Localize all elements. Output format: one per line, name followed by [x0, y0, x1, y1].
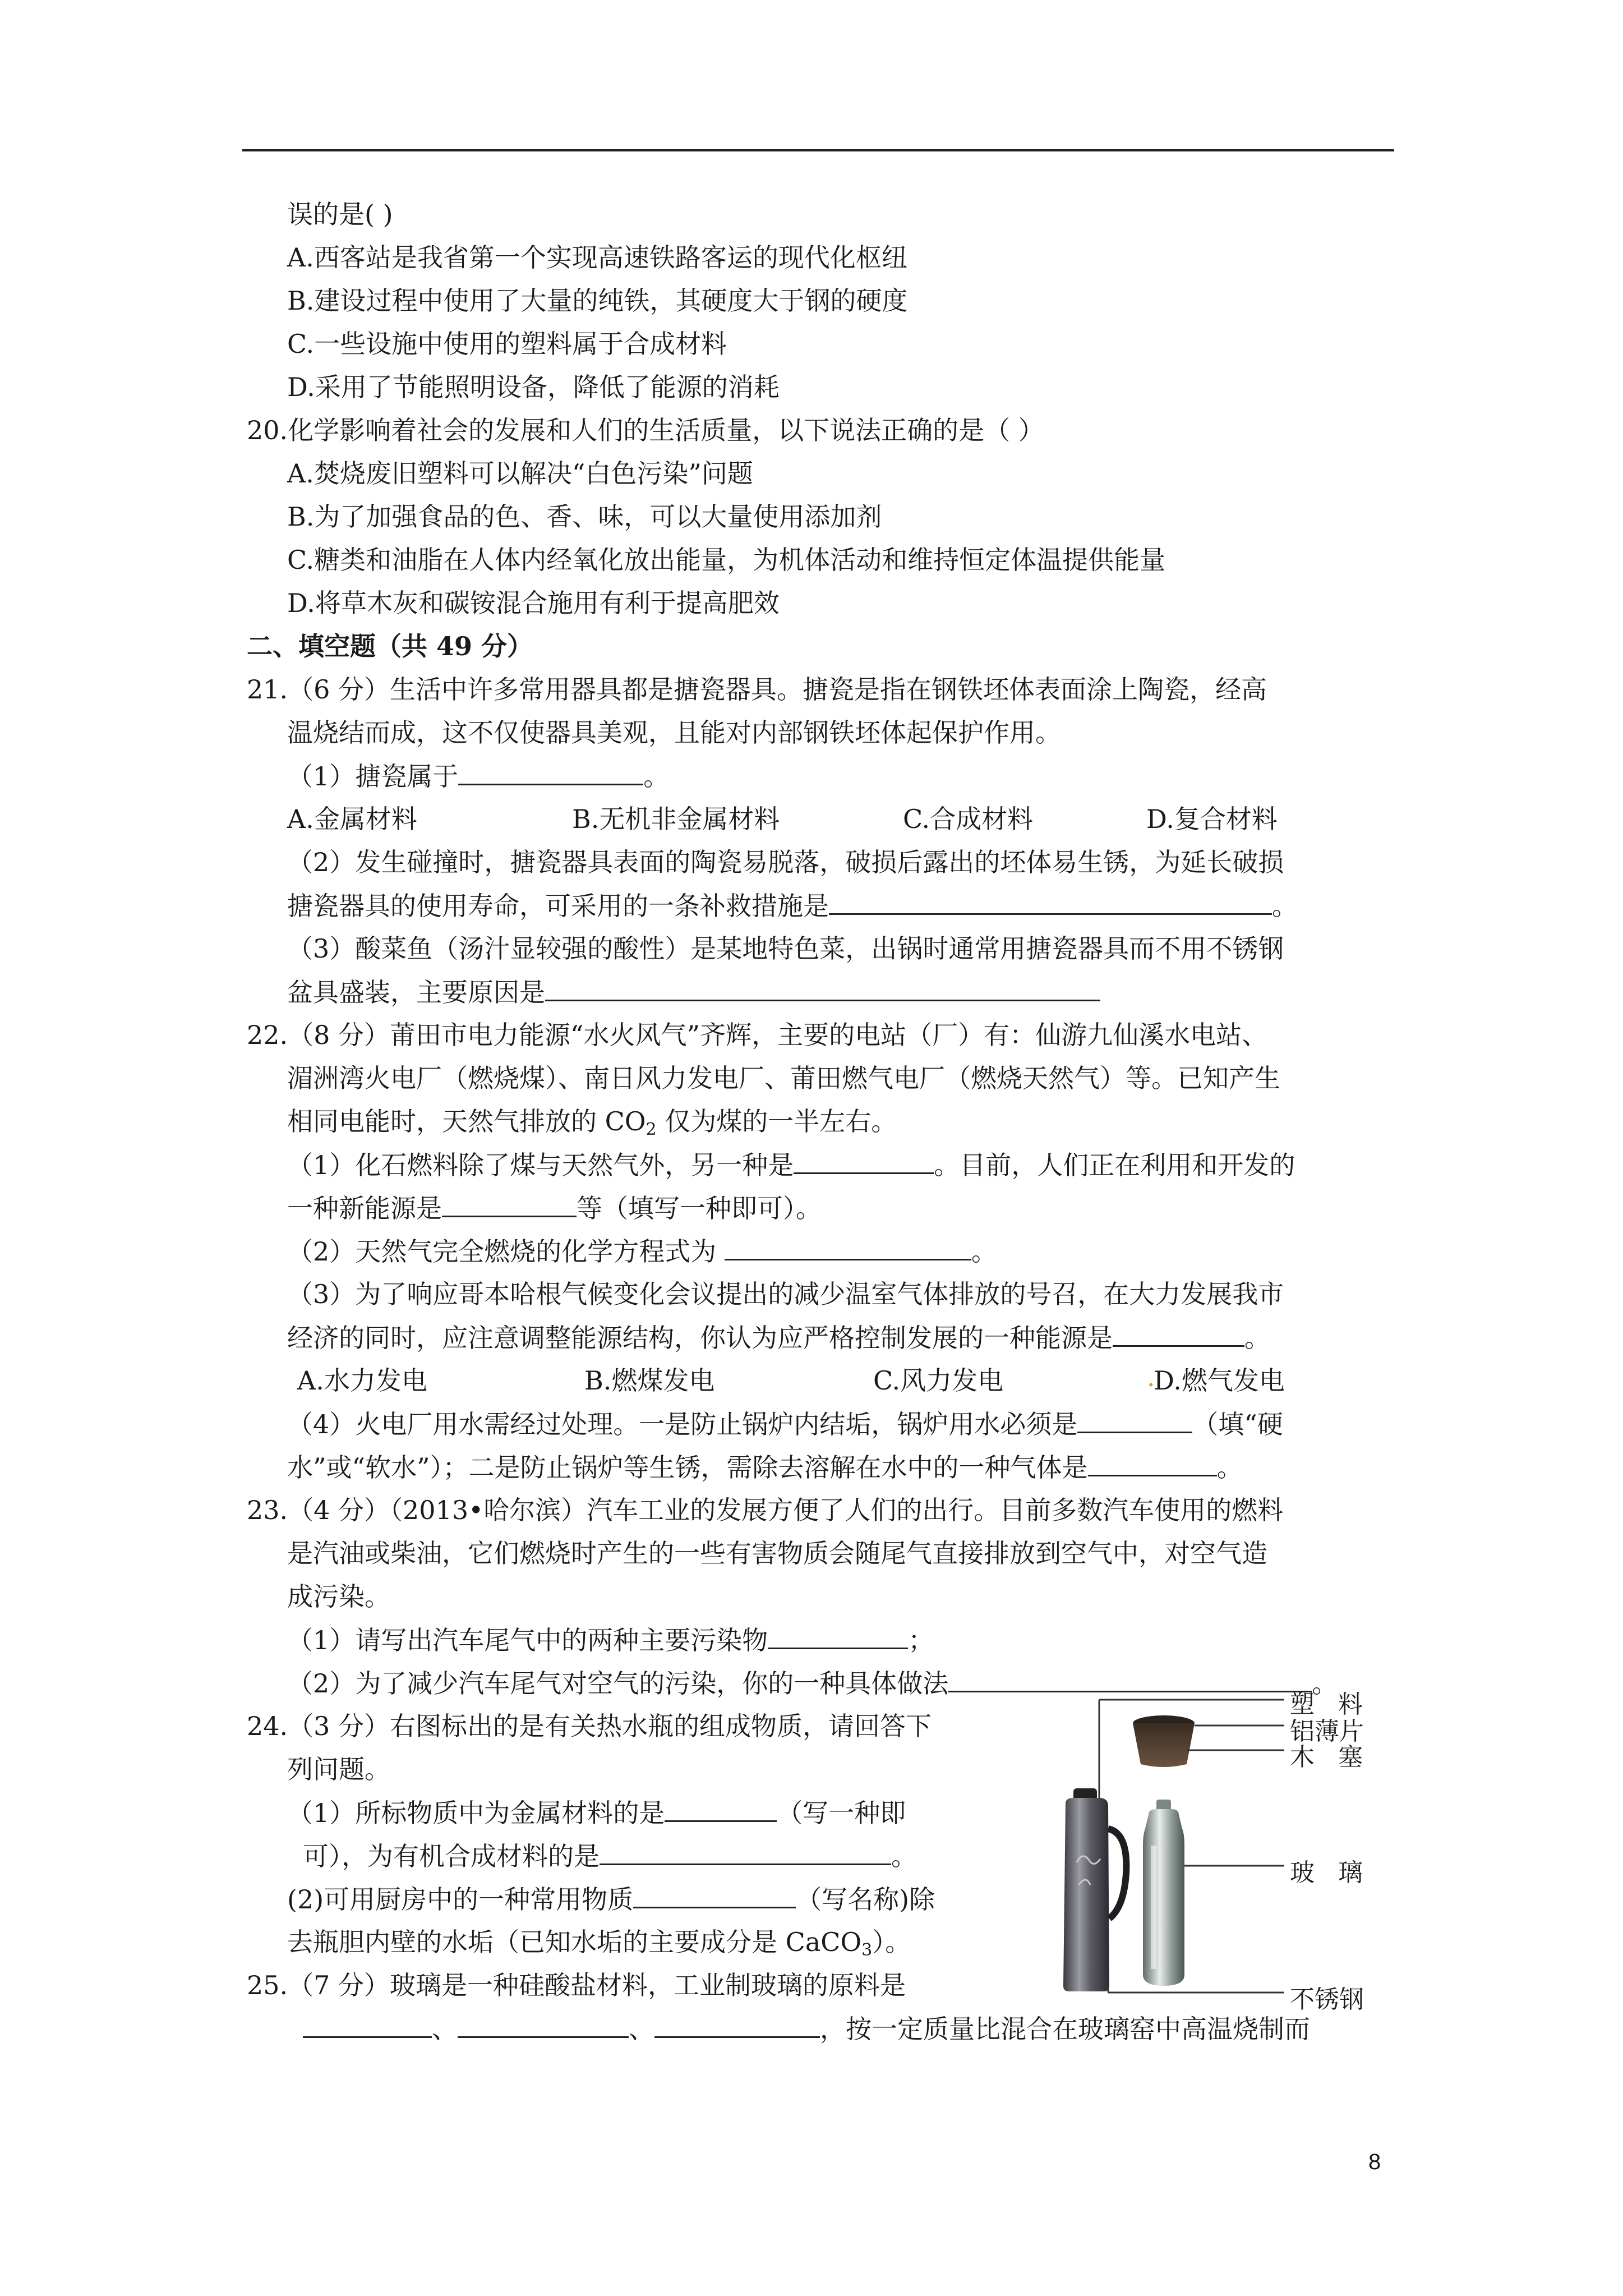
q21-options	[287, 802, 1278, 836]
q22-stem-cont: 湄洲湾火电厂（燃烧煤）、南日风力发电厂、莆田燃气电厂（燃烧天然气）等。已知产生	[287, 1063, 1280, 1093]
q21-part2: （2）发生碰撞时，搪瓷器具表面的陶瓷易脱落，破损后露出的坯体易生锈，为延长破损	[287, 847, 1284, 877]
q22-part2-end: 。	[971, 1236, 997, 1267]
q23-stem: 23.（4 分）（2013•哈尔滨）汽车工业的发展方便了人们的出行。目前多数汽车使用的燃料	[247, 1495, 1284, 1525]
q22-option-b: B.燃煤发电	[584, 1365, 715, 1396]
q24-part2-text2: （写名称)除	[796, 1884, 935, 1915]
q23-stem-cont: 是汽油或柴油，它们燃烧时产生的一些有害物质会随尾气直接排放到空气中，对空气造	[287, 1538, 1267, 1568]
q22-part3-cont	[287, 1320, 1270, 1354]
thermos-bottle-icon	[1063, 1788, 1126, 1991]
section-2-heading: 二、填空题（共 49 分）	[247, 631, 533, 661]
thermos-figure	[1054, 1690, 1402, 2014]
header-rule	[242, 149, 1394, 151]
figure-label-cork: 木 塞	[1290, 1743, 1371, 1772]
q20-stem: 20.化学影响着社会的发展和人们的生活质量，以下说法正确的是（ ）	[247, 415, 1044, 445]
q22-part1-cont	[287, 1191, 822, 1225]
q22-part1-blank1[interactable]	[794, 1148, 934, 1174]
q22-part4-text3: 水”或“软水”）；二是防止锅炉等生锈，需除去溶解在水中的一种气体是	[287, 1452, 1088, 1483]
q22-option-c: C.风力发电	[873, 1365, 1004, 1396]
q22-part3-end: 。	[1244, 1323, 1270, 1353]
q21-part3-blank[interactable]	[545, 975, 1100, 1001]
q25-stem: 25.（7 分）玻璃是一种硅酸盐材料，工业制玻璃的原料是	[247, 1970, 906, 2000]
q24-part2	[287, 1882, 935, 1916]
q21-part1-text: （1）搪瓷属于	[287, 761, 459, 792]
q20-option-b: B.为了加强食品的色、香、味，可以大量使用添加剂	[287, 501, 882, 532]
q24-part1-text3: 可），为有机合成材料的是	[303, 1841, 600, 1871]
q25-blank3[interactable]	[654, 2012, 820, 2038]
q21-part1-end: 。	[643, 761, 670, 792]
q24-part2-text3: 去瓶胆内壁的水垢（已知水垢的主要成分是 CaCO	[287, 1927, 862, 1957]
q21-part1-blank[interactable]	[458, 759, 643, 785]
q23-part1-blank[interactable]	[768, 1623, 908, 1649]
q22-part1-text: （1）化石燃料除了煤与天然气外，另一种是	[287, 1150, 794, 1180]
q25-sep2: 、	[629, 2014, 654, 2044]
q22-option-d: D.燃气发电	[1154, 1365, 1285, 1396]
q21-part3-text: 盆具盛装，主要原因是	[287, 977, 545, 1007]
q21-part1	[287, 759, 669, 793]
figure-label-aluminum-foil: 铝薄片	[1290, 1717, 1364, 1746]
q24-part2-blank[interactable]	[633, 1882, 796, 1908]
q22-part3-blank[interactable]	[1113, 1320, 1244, 1347]
q21-part2-end: 。	[1272, 891, 1298, 921]
q20-option-d: D.将草木灰和碳铵混合施用有利于提高肥效	[287, 588, 780, 618]
q22-part3-text: 经济的同时，应注意调整能源结构，你认为应严格控制发展的一种能源是	[287, 1323, 1113, 1353]
q22-co2-sub: 2	[645, 1120, 657, 1139]
q24-stem-cont: 列问题。	[287, 1754, 390, 1784]
q19-option-d: D.采用了节能照明设备，降低了能源的消耗	[287, 372, 780, 402]
q22-part4-text: （4）火电厂用水需经过处理。一是防止锅炉内结垢，锅炉用水必须是	[287, 1409, 1078, 1439]
q22-part2-text: （2）天然气完全燃烧的化学方程式为	[287, 1236, 725, 1267]
figure-label-glass: 玻 璃	[1290, 1858, 1371, 1887]
q25-sep1: 、	[432, 2014, 458, 2044]
figure-label-plastic: 塑 料	[1290, 1690, 1371, 1719]
q21-stem-cont: 温烧结而成，这不仅使器具美观，且能对内部钢铁坯体起保护作用。	[287, 717, 1061, 748]
page-number: 8	[1368, 2150, 1381, 2174]
q22-part4-cont	[287, 1450, 1243, 1484]
q24-part2-end: ）。	[872, 1927, 911, 1957]
q22-co2-pre: 相同电能时，天然气排放的 CO	[287, 1106, 646, 1137]
q22-part4-end: 。	[1216, 1452, 1243, 1483]
q23-part2-text: （2）为了减少汽车尾气对空气的污染，你的一种具体做法	[287, 1668, 949, 1699]
q22-part1-text2: 。目前，人们正在利用和开发的	[934, 1150, 1295, 1180]
figure-label-stainless-steel: 不锈钢	[1290, 1985, 1364, 2014]
q24-part2-text: (2)可用厨房中的一种常用物质	[287, 1884, 634, 1915]
q24-caco3-sub: 3	[861, 1940, 873, 1960]
q22-part4	[287, 1407, 1283, 1441]
q20-option-a: A.焚烧废旧塑料可以解决“白色污染”问题	[287, 458, 753, 489]
q22-stem: 22.（8 分）莆田市电力能源“水火风气”齐辉，主要的电站（厂）有：仙游九仙溪水电站、	[247, 1020, 1268, 1050]
q25-blank1[interactable]	[303, 2012, 432, 2038]
q24-stem: 24.（3 分）右图标出的是有关热水瓶的组成物质，请回答下	[247, 1711, 932, 1741]
q22-part4-blank2[interactable]	[1088, 1450, 1217, 1476]
q21-stem: 21.（6 分）生活中许多常用器具都是搪瓷器具。搪瓷是指在钢铁坯体表面涂上陶瓷，经高	[247, 674, 1267, 705]
q22-part1-blank2[interactable]	[442, 1191, 577, 1217]
q22-stem-cont2	[287, 1105, 897, 1138]
q22-part2	[287, 1234, 997, 1268]
q24-part1-end: 。	[891, 1841, 917, 1871]
q24-part1-text: （1）所标物质中为金属材料的是	[287, 1798, 665, 1828]
q21-option-d: D.复合材料	[1146, 804, 1278, 834]
glass-liner-icon	[1143, 1800, 1184, 1986]
q25-stem-cont	[303, 2012, 1310, 2045]
q19-option-a: A.西客站是我省第一个实现高速铁路客运的现代化枢纽	[287, 242, 907, 273]
q24-part1-blank1[interactable]	[665, 1796, 777, 1822]
q22-part1	[287, 1148, 1295, 1181]
q23-part1-end: ；	[908, 1625, 934, 1655]
q24-part1-text2: （写一种即	[777, 1798, 906, 1828]
q21-option-b: B.无机非金属材料	[572, 804, 780, 834]
q21-option-c: C.合成材料	[903, 804, 1034, 834]
stray-dot-mark: .	[1147, 1362, 1155, 1392]
q23-part1-text: （1）请写出汽车尾气中的两种主要污染物	[287, 1625, 768, 1655]
cork-stopper-icon	[1133, 1715, 1195, 1767]
q22-part4-text2: （填“硬	[1192, 1409, 1283, 1439]
q24-part1-blank2[interactable]	[600, 1839, 891, 1865]
q25-blank2[interactable]	[458, 2012, 629, 2038]
q19-option-c: C.一些设施中使用的塑料属于合成材料	[287, 329, 727, 359]
q21-part2-text: 搪瓷器具的使用寿命，可采用的一条补救措施是	[287, 891, 829, 921]
q24-part1-cont	[303, 1839, 917, 1872]
q22-options	[297, 1364, 1285, 1397]
q23-part2-end: 。	[1312, 1668, 1338, 1699]
q21-option-a: A.金属材料	[287, 804, 417, 834]
q23-part1	[287, 1623, 934, 1657]
q20-option-c: C.糖类和油脂在人体内经氧化放出能量，为机体活动和维持恒定体温提供能量	[287, 545, 1166, 575]
q21-part2-cont	[287, 889, 1298, 922]
q22-part3: （3）为了响应哥本哈根气候变化会议提出的减少温室气体排放的号召，在大力发展我市	[287, 1279, 1284, 1309]
q23-stem-cont2: 成污染。	[287, 1581, 390, 1612]
q22-part1-text3: 一种新能源是	[287, 1193, 442, 1223]
q22-part4-blank1[interactable]	[1077, 1407, 1192, 1433]
q22-option-a: A.水力发电	[297, 1365, 427, 1396]
q24-part2-cont	[287, 1925, 911, 1959]
q23-part2-blank[interactable]	[948, 1666, 1312, 1692]
q19-stem-end: 误的是( )	[287, 199, 393, 229]
q25-text-end: ，按一定质量比混合在玻璃窑中高温烧制而	[820, 2014, 1310, 2044]
q19-option-b: B.建设过程中使用了大量的纯铁，其硬度大于钢的硬度	[287, 286, 908, 316]
q22-part2-blank[interactable]	[725, 1234, 971, 1260]
q24-part1	[287, 1796, 906, 1829]
q21-part3-cont	[287, 975, 1100, 1009]
q22-co2-post: 仅为煤的一半左右。	[656, 1106, 897, 1137]
q21-part2-blank[interactable]	[829, 889, 1272, 915]
q21-part3: （3）酸菜鱼（汤汁显较强的酸性）是某地特色菜，出锅时通常用搪瓷器具而不用不锈钢	[287, 933, 1284, 964]
q22-part1-text4: 等（填写一种即可）。	[577, 1193, 822, 1223]
